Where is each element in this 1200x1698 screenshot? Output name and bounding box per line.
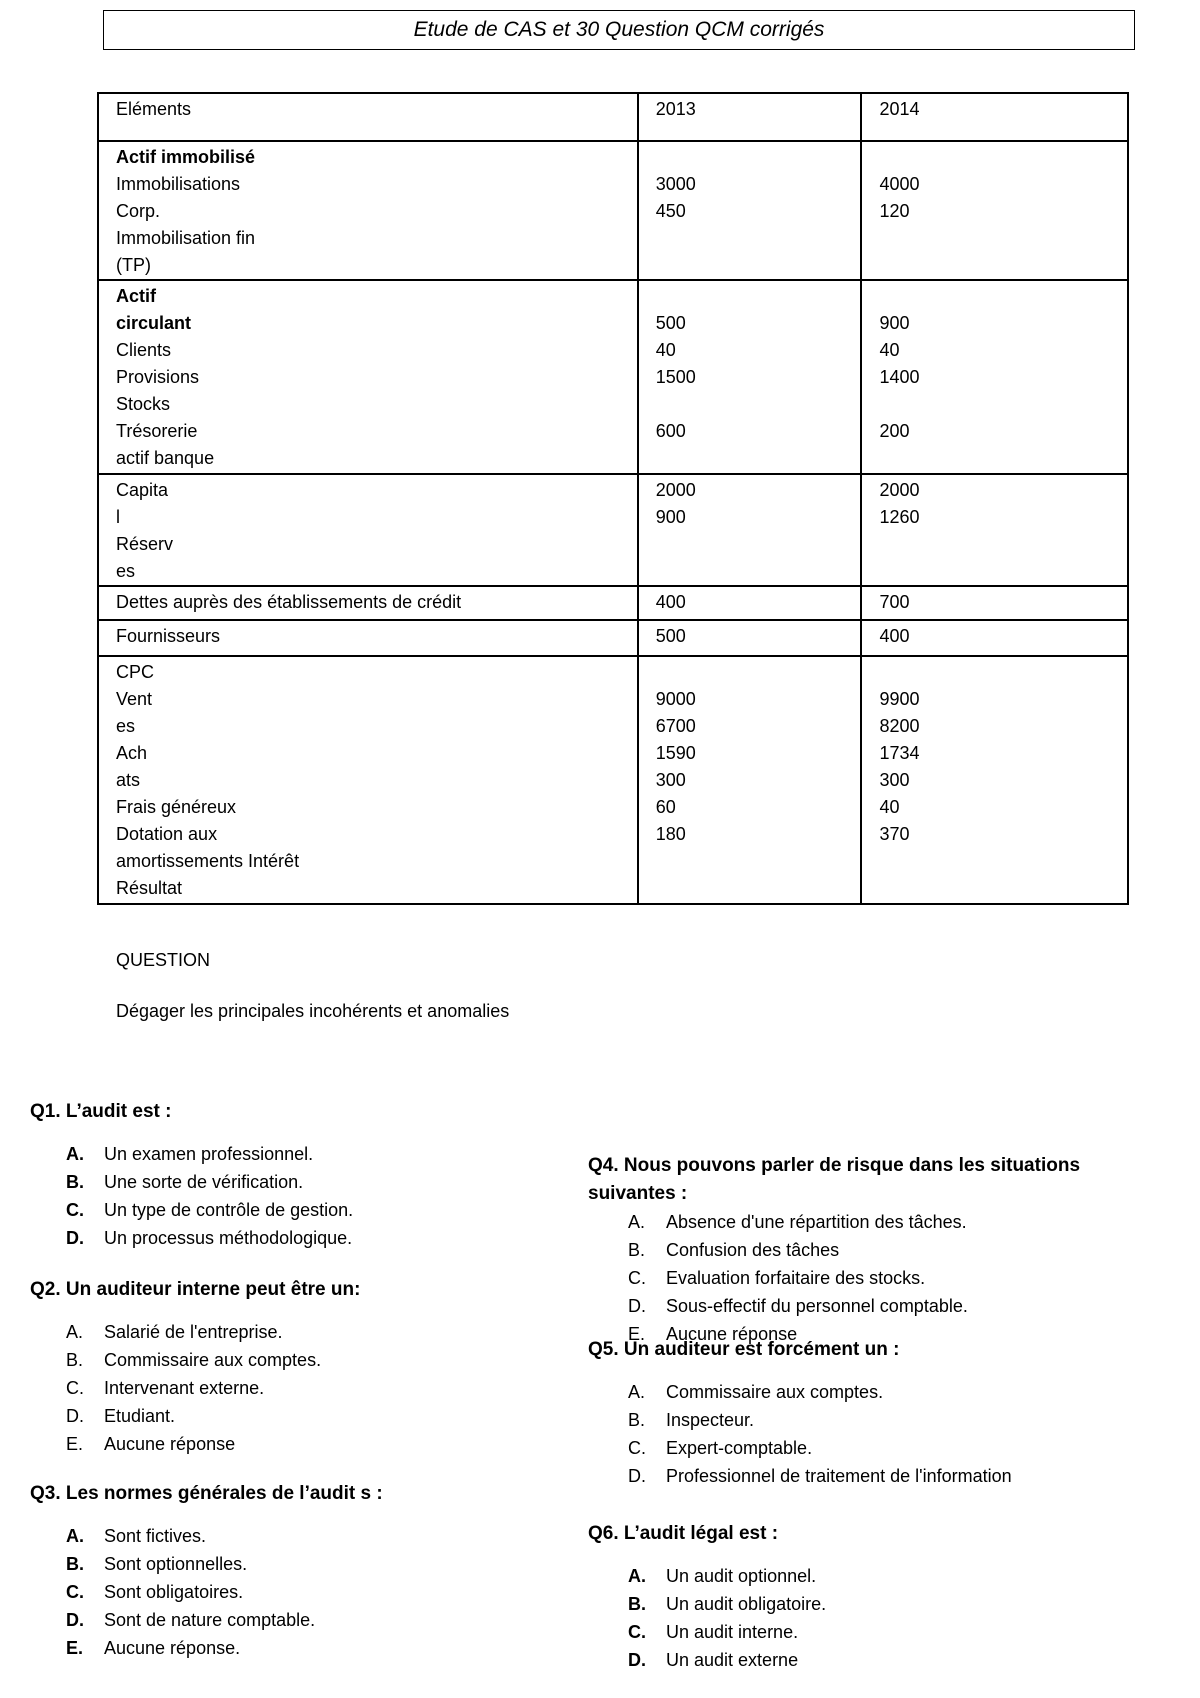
value-cell bbox=[879, 144, 1127, 171]
options-list bbox=[588, 1208, 1108, 1348]
option-letter: A. bbox=[66, 1322, 84, 1342]
section-labels bbox=[98, 586, 638, 620]
financial-table bbox=[97, 92, 1129, 905]
option-letter: A. bbox=[66, 1144, 84, 1164]
option-item bbox=[628, 1462, 1108, 1490]
value-cell: 3000 bbox=[655, 174, 696, 194]
question-title: Q4. Nous pouvons parler de risque dans les situations suivantes : bbox=[588, 1155, 1081, 1204]
row-label: Ach bbox=[116, 743, 148, 763]
option-text: Intervenant externe. bbox=[104, 1378, 265, 1398]
option-text: Commissaire aux comptes. bbox=[666, 1382, 884, 1402]
section-values-y2014 bbox=[861, 586, 1128, 620]
option-text: Un audit obligatoire. bbox=[666, 1594, 827, 1614]
value-cell: 180 bbox=[655, 824, 686, 844]
value-cell: 450 bbox=[655, 201, 686, 221]
qcm-q1 bbox=[30, 1098, 550, 1252]
row-label: Clients bbox=[116, 340, 172, 360]
option-item bbox=[66, 1606, 550, 1634]
option-text: Aucune réponse. bbox=[104, 1638, 241, 1658]
row-label: (TP) bbox=[116, 255, 151, 275]
value-cell: 4000 bbox=[879, 174, 920, 194]
table-section-capital-reserves bbox=[98, 474, 1128, 586]
value-cell bbox=[656, 283, 861, 310]
section-labels bbox=[98, 280, 638, 474]
table-section-dettes-credit bbox=[98, 586, 1128, 620]
value-cell: 500 bbox=[655, 313, 686, 333]
option-letter: E. bbox=[628, 1324, 646, 1344]
option-letter: A. bbox=[628, 1382, 646, 1402]
row-label: Vent bbox=[116, 689, 153, 709]
option-letter: B. bbox=[628, 1594, 646, 1614]
value-cell: 900 bbox=[879, 313, 910, 333]
section-values-y2013 bbox=[638, 586, 862, 620]
table-section-actif-circulant bbox=[98, 280, 1128, 474]
value-cell bbox=[879, 391, 1127, 418]
option-text: Evaluation forfaitaire des stocks. bbox=[666, 1268, 926, 1288]
value-cell bbox=[656, 144, 861, 171]
option-text: Un audit interne. bbox=[666, 1622, 799, 1642]
value-cell: 9000 bbox=[655, 689, 696, 709]
option-text: Un audit optionnel. bbox=[666, 1566, 817, 1586]
qcm-q6 bbox=[588, 1520, 1108, 1674]
question-text: Dégager les principales incohérents et anomalies bbox=[116, 1001, 510, 1021]
option-text: Un audit externe bbox=[666, 1650, 799, 1670]
row-label: es bbox=[116, 561, 136, 581]
question-title: Q1. L’audit est : bbox=[30, 1101, 172, 1122]
option-letter: A. bbox=[66, 1526, 84, 1546]
option-text: Sont de nature comptable. bbox=[104, 1610, 316, 1630]
section-values-y2014 bbox=[861, 141, 1128, 280]
option-text: Inspecteur. bbox=[666, 1410, 755, 1430]
option-text: Sous-effectif du personnel comptable. bbox=[666, 1296, 968, 1316]
option-letter: C. bbox=[628, 1622, 646, 1642]
value-cell: 1500 bbox=[655, 367, 696, 387]
option-item bbox=[66, 1402, 550, 1430]
section-values-y2013 bbox=[638, 474, 862, 586]
option-letter: E. bbox=[66, 1434, 84, 1454]
value-cell: 40 bbox=[879, 340, 900, 360]
document-title: Etude de CAS et 30 Question QCM corrigés bbox=[103, 10, 1135, 50]
options-list bbox=[588, 1562, 1108, 1674]
value-cell bbox=[656, 659, 861, 686]
option-item bbox=[628, 1236, 1108, 1264]
row-label: Corp. bbox=[116, 201, 161, 221]
table-section-cpc bbox=[98, 656, 1128, 904]
row-label: ats bbox=[116, 770, 141, 790]
section-values-y2014 bbox=[861, 620, 1128, 656]
option-letter: A. bbox=[628, 1566, 646, 1586]
option-letter: D. bbox=[66, 1228, 84, 1248]
option-text: Aucune réponse bbox=[666, 1324, 798, 1344]
option-item bbox=[628, 1646, 1108, 1674]
value-cell: 9900 bbox=[879, 689, 920, 709]
option-letter: B. bbox=[66, 1172, 84, 1192]
option-item bbox=[628, 1208, 1108, 1236]
value-cell: 300 bbox=[655, 770, 686, 790]
options-list bbox=[30, 1318, 550, 1458]
option-text: Absence d'une répartition des tâches. bbox=[666, 1212, 967, 1232]
value-cell: 600 bbox=[655, 421, 686, 441]
option-letter: A. bbox=[628, 1212, 646, 1232]
option-letter: B. bbox=[628, 1410, 646, 1430]
option-item bbox=[66, 1224, 550, 1252]
row-label: CPC bbox=[116, 662, 155, 682]
qcm-q2 bbox=[30, 1276, 550, 1458]
option-letter: D. bbox=[66, 1610, 84, 1630]
value-cell: 40 bbox=[879, 797, 900, 817]
option-letter: B. bbox=[628, 1240, 646, 1260]
value-cell: 1260 bbox=[879, 507, 920, 527]
option-text: Un type de contrôle de gestion. bbox=[104, 1200, 354, 1220]
value-cell: 370 bbox=[879, 824, 910, 844]
section-labels bbox=[98, 474, 638, 586]
option-letter: D. bbox=[628, 1296, 646, 1316]
qcm-q5 bbox=[588, 1336, 1108, 1490]
option-text: Un examen professionnel. bbox=[104, 1144, 314, 1164]
option-letter: C. bbox=[628, 1268, 646, 1288]
options-list bbox=[30, 1140, 550, 1252]
header-elements: Eléments bbox=[98, 93, 638, 141]
value-cell bbox=[879, 283, 1127, 310]
row-label: Réserv bbox=[116, 534, 174, 554]
option-text: Professionnel de traitement de l'information bbox=[666, 1466, 1012, 1486]
row-label: circulant bbox=[116, 313, 192, 333]
option-letter: C. bbox=[66, 1200, 84, 1220]
row-label: Dotation aux bbox=[116, 824, 218, 844]
option-text: Sont fictives. bbox=[104, 1526, 207, 1546]
options-list bbox=[30, 1522, 550, 1662]
option-letter: E. bbox=[66, 1638, 84, 1658]
row-label: Capita bbox=[116, 480, 169, 500]
option-text: Sont optionnelles. bbox=[104, 1554, 248, 1574]
value-cell: 1590 bbox=[655, 743, 696, 763]
table-section-actif-immobilise bbox=[98, 141, 1128, 280]
row-label: amortissements Intérêt bbox=[116, 851, 300, 871]
option-item bbox=[628, 1434, 1108, 1462]
option-item bbox=[66, 1318, 550, 1346]
value-cell: 40 bbox=[655, 340, 676, 360]
option-item bbox=[628, 1618, 1108, 1646]
value-cell: 1400 bbox=[879, 367, 920, 387]
value-cell: 60 bbox=[655, 797, 676, 817]
option-text: Salarié de l'entreprise. bbox=[104, 1322, 283, 1342]
row-label: actif banque bbox=[116, 448, 215, 468]
row-label: Fournisseurs bbox=[116, 626, 221, 646]
table-section-fournisseurs bbox=[98, 620, 1128, 656]
section-values-y2013 bbox=[638, 620, 862, 656]
row-label: es bbox=[116, 716, 136, 736]
option-text: Sont obligatoires. bbox=[104, 1582, 244, 1602]
option-item bbox=[66, 1578, 550, 1606]
value-cell: 6700 bbox=[655, 716, 696, 736]
value-cell: 700 bbox=[879, 592, 910, 612]
option-text: Un processus méthodologique. bbox=[104, 1228, 353, 1248]
section-values-y2013 bbox=[638, 280, 862, 474]
option-item bbox=[66, 1168, 550, 1196]
value-cell bbox=[879, 659, 1127, 686]
option-item bbox=[66, 1346, 550, 1374]
option-item bbox=[628, 1562, 1108, 1590]
section-labels bbox=[98, 620, 638, 656]
option-text: Expert-comptable. bbox=[666, 1438, 813, 1458]
row-label: Dettes auprès des établissements de crédit bbox=[116, 592, 462, 612]
option-letter: B. bbox=[66, 1350, 84, 1370]
value-cell: 300 bbox=[879, 770, 910, 790]
qcm-q4 bbox=[588, 1152, 1108, 1348]
value-cell bbox=[656, 391, 861, 418]
option-item bbox=[66, 1522, 550, 1550]
section-labels bbox=[98, 656, 638, 904]
section-values-y2013 bbox=[638, 656, 862, 904]
option-letter: C. bbox=[66, 1378, 84, 1398]
option-item bbox=[66, 1140, 550, 1168]
row-label: Immobilisations bbox=[116, 174, 241, 194]
question-title: Q5. Un auditeur est forcément un : bbox=[588, 1339, 900, 1360]
value-cell: 1734 bbox=[879, 743, 920, 763]
options-list bbox=[588, 1378, 1108, 1490]
option-letter: C. bbox=[66, 1582, 84, 1602]
option-item bbox=[628, 1406, 1108, 1434]
row-label: Résultat bbox=[116, 878, 183, 898]
option-text: Aucune réponse bbox=[104, 1434, 236, 1454]
section-values-y2014 bbox=[861, 474, 1128, 586]
option-letter: D. bbox=[66, 1406, 84, 1426]
option-letter: D. bbox=[628, 1650, 646, 1670]
option-item bbox=[66, 1430, 550, 1458]
option-text: Commissaire aux comptes. bbox=[104, 1350, 322, 1370]
row-label: Trésorerie bbox=[116, 421, 198, 441]
row-label: l bbox=[116, 507, 120, 527]
header-2013: 2013 bbox=[638, 93, 862, 141]
option-item bbox=[66, 1196, 550, 1224]
option-item bbox=[66, 1550, 550, 1578]
qcm-q3 bbox=[30, 1480, 550, 1662]
section-values-y2014 bbox=[861, 280, 1128, 474]
row-label: Frais généreux bbox=[116, 797, 237, 817]
value-cell: 400 bbox=[655, 592, 686, 612]
value-cell: 400 bbox=[879, 626, 910, 646]
row-label: Actif bbox=[116, 286, 156, 306]
row-label: Immobilisation fin bbox=[116, 228, 256, 248]
value-cell: 2000 bbox=[879, 480, 920, 500]
section-values-y2014 bbox=[861, 656, 1128, 904]
question-title: Q3. Les normes générales de l’audit s : bbox=[30, 1483, 383, 1504]
header-2014: 2014 bbox=[861, 93, 1128, 141]
option-text: Etudiant. bbox=[104, 1406, 176, 1426]
value-cell: 8200 bbox=[879, 716, 920, 736]
option-text: Confusion des tâches bbox=[666, 1240, 840, 1260]
option-item bbox=[628, 1590, 1108, 1618]
row-label: Stocks bbox=[116, 394, 171, 414]
option-item bbox=[628, 1264, 1108, 1292]
option-item bbox=[66, 1374, 550, 1402]
option-item bbox=[628, 1378, 1108, 1406]
row-label: Actif immobilisé bbox=[116, 147, 256, 167]
value-cell: 200 bbox=[879, 421, 910, 441]
section-values-y2013 bbox=[638, 141, 862, 280]
question-title: Q2. Un auditeur interne peut être un: bbox=[30, 1279, 361, 1300]
option-item bbox=[628, 1292, 1108, 1320]
table-header-row bbox=[98, 93, 1128, 141]
row-label: Provisions bbox=[116, 367, 200, 387]
question-label: QUESTION bbox=[116, 950, 211, 970]
value-cell: 900 bbox=[655, 507, 686, 527]
value-cell: 500 bbox=[655, 626, 686, 646]
value-cell: 120 bbox=[879, 201, 910, 221]
option-item bbox=[66, 1634, 550, 1662]
value-cell: 2000 bbox=[655, 480, 696, 500]
option-letter: B. bbox=[66, 1554, 84, 1574]
section-labels bbox=[98, 141, 638, 280]
option-letter: C. bbox=[628, 1438, 646, 1458]
question-title: Q6. L’audit légal est : bbox=[588, 1523, 779, 1544]
option-letter: D. bbox=[628, 1466, 646, 1486]
option-text: Une sorte de vérification. bbox=[104, 1172, 304, 1192]
